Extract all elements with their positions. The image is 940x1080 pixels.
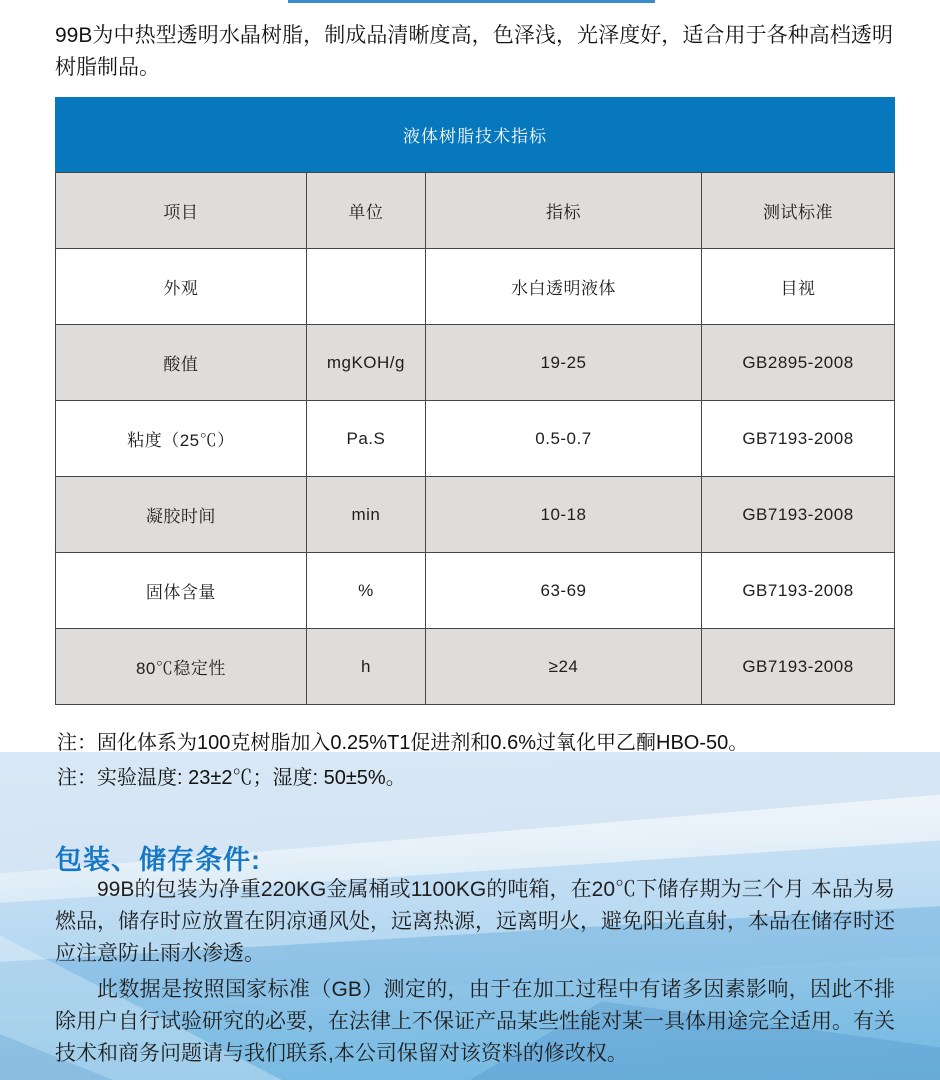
table-row [56,553,895,629]
table-row [56,477,895,553]
header-indicator: 指标 [425,173,701,249]
cell-standard: GB7193-2008 [702,553,895,629]
cell-indicator: 0.5-0.7 [425,401,701,477]
header-unit: 单位 [306,173,425,249]
top-accent-line [288,0,655,3]
spec-table-title: 液体树脂技术指标 [55,97,895,172]
cell-unit: min [306,477,425,553]
cell-item: 外观 [56,249,307,325]
cell-unit [306,249,425,325]
cell-standard: 目视 [702,249,895,325]
cell-standard: GB7193-2008 [702,401,895,477]
cell-indicator: ≥24 [425,629,701,705]
header-item: 项目 [56,173,307,249]
cell-standard: GB2895-2008 [702,325,895,401]
table-row [56,249,895,325]
cell-item: 固体含量 [56,553,307,629]
storage-section-heading: 包装、储存条件: [55,845,261,875]
cell-unit: % [306,553,425,629]
cell-item: 凝胶时间 [56,477,307,553]
table-row [56,401,895,477]
cell-indicator: 19-25 [425,325,701,401]
cell-unit: Pa.S [306,401,425,477]
cell-standard: GB7193-2008 [702,477,895,553]
note-test-conditions: 注：实验温度: 23±2℃；湿度: 50±5%。 [57,767,406,789]
spec-table [55,97,895,705]
cell-unit: h [306,629,425,705]
cell-standard: GB7193-2008 [702,629,895,705]
intro-paragraph: 99B为中热型透明水晶树脂，制成品清晰度高，色泽浅，光泽度好，适合用于各种高档透明树脂制品。 [55,24,893,79]
table-row [56,325,895,401]
cell-item: 粘度（25℃） [56,401,307,477]
cell-indicator: 10-18 [425,477,701,553]
table-row [56,629,895,705]
note-curing-system: 注：固化体系为100克树脂加入0.25%T1促进剂和0.6%过氧化甲乙酮HBO-50。 [57,732,749,754]
spec-table-grid [55,172,895,705]
cell-indicator: 水白透明液体 [425,249,701,325]
storage-paragraph-packaging: 99B的包装为净重220KG金属桶或1100KG的吨箱，在20℃下储存期为三个月 本品为易燃品，储存时应放置在阴凉通风处，远离热源，远离明火，避免阳光直射，本品在储存时还应注意防止雨水渗透。 [55,878,895,965]
cell-unit: mgKOH/g [306,325,425,401]
header-standard: 测试标准 [702,173,895,249]
cell-item: 80℃稳定性 [56,629,307,705]
storage-paragraph-disclaimer: 此数据是按照国家标准（GB）测定的，由于在加工过程中有诸多因素影响，因此不排除用户自行试验研究的必要，在法律上不保证产品某些性能对某一具体用途完全适用。有关技术和商务问题请与我们联系,本公司保留对该资料的修改权。 [55,978,895,1065]
table-header-row [56,173,895,249]
cell-indicator: 63-69 [425,553,701,629]
cell-item: 酸值 [56,325,307,401]
